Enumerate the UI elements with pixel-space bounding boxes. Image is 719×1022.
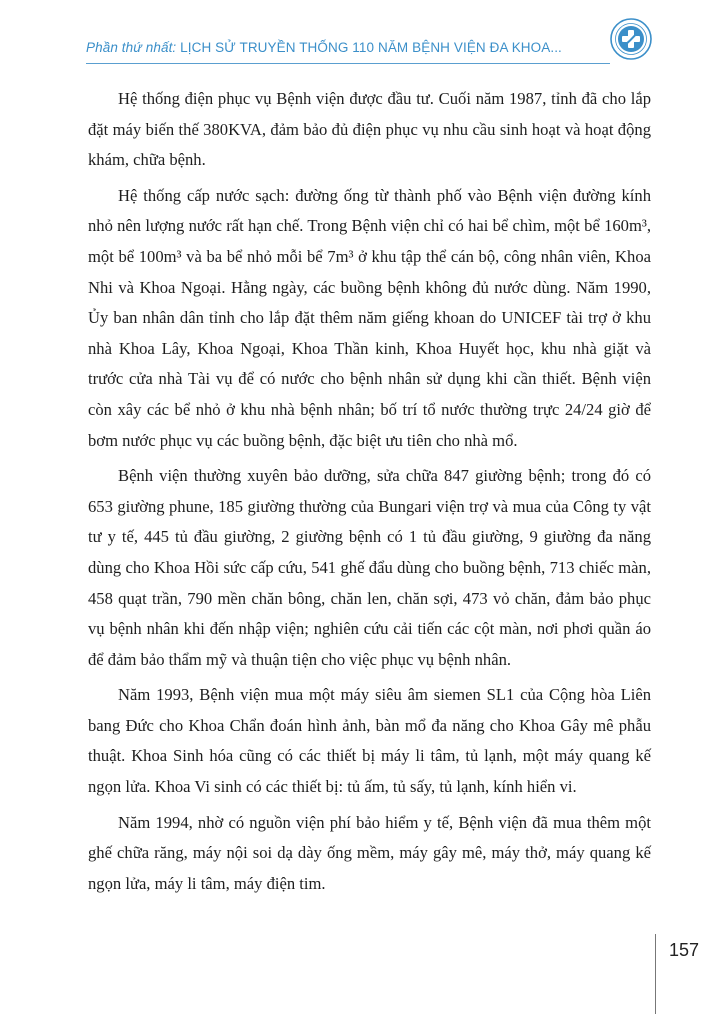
running-header (0, 0, 719, 72)
paragraph: Năm 1993, Bệnh viện mua một máy siêu âm siemen SL1 của Cộng hòa Liên bang Đức cho Khoa Chẩn đoán hình ảnh, bàn mổ đa năng cho Khoa Gây mê phẫu thuật. Khoa Sinh hóa cũng có các thiết bị máy li tâm, tủ lạnh, một máy quang kế ngọn lửa. Khoa Vi sinh có các thiết bị: tủ ấm, tủ sấy, tủ lạnh, kính hiển vi. (88, 685, 651, 797)
header-divider (86, 63, 610, 64)
page-number-divider (655, 934, 656, 1014)
page-number: 157 (669, 940, 700, 960)
paragraph: Bệnh viện thường xuyên bảo dưỡng, sửa chữa 847 giường bệnh; trong đó có 653 giường phune, 185 giường thường của Bungari viện trợ và mua của Công ty vật tư y tế, 445 tủ đầu giường, 2 giường bệnh có 1 tủ đầu giường, 9 giường đa năng dùng cho Khoa Hồi sức cấp cứu, 541 ghế đẩu dùng cho buồng bệnh, 713 chiếc màn, 458 quạt trần, 790 mền chăn bông, chăn len, chăn sợi, 473 vỏ chăn, đảm bảo phục vụ bệnh nhân khi đến nhập viện; nghiên cứu cải tiến các cột màn, nơi phơi quần áo để đảm bảo thẩm mỹ và thuận tiện cho việc phục vụ bệnh nhân. (88, 466, 651, 669)
hospital-emblem-icon (610, 18, 652, 60)
paragraph: Hệ thống điện phục vụ Bệnh viện được đầu tư. Cuối năm 1987, tỉnh đã cho lắp đặt máy biến thế 380KVA, đảm bảo đủ điện phục vụ nhu cầu sinh hoạt và hoạt động khám, chữa bệnh. (88, 89, 651, 170)
paragraph: Hệ thống cấp nước sạch: đường ống từ thành phố vào Bệnh viện đường kính nhỏ nên lượng nước rất hạn chế. Trong Bệnh viện chỉ có hai bể chìm, một bể 160m³, một bể 100m³ và ba bể nhỏ mỗi bể 7m³ ở khu tập thể cán bộ, công nhân viên, Khoa Nhi và Khoa Ngoại. Hằng ngày, các buồng bệnh không đủ nước dùng. Năm 1990, Ủy ban nhân dân tỉnh cho lắp đặt thêm năm giếng khoan do UNICEF tài trợ ở khu nhà Khoa Lây, Khoa Ngoại, Khoa Thần kinh, Khoa Huyết học, khu nhà giặt và trước cửa nhà Tài vụ để có nước cho bệnh nhân sử dụng khi cần thiết. Bệnh viện còn xây các bể nhỏ ở khu nhà bệnh nhân; bố trí tổ nước thường trực 24/24 giờ để bơm nước phục vụ các buồng bệnh, đặc biệt ưu tiên cho nhà mổ. (88, 185, 651, 450)
header-title (86, 40, 562, 55)
body-text (88, 84, 651, 904)
header-chapter-title: LỊCH SỬ TRUYỀN THỐNG 110 NĂM BỆNH VIỆN ĐA KHOA... (180, 40, 562, 55)
header-part-label: Phần thứ nhất: (86, 40, 177, 55)
paragraph: Năm 1994, nhờ có nguồn viện phí bảo hiểm y tế, Bệnh viện đã mua thêm một ghế chữa răng, máy nội soi dạ dày ống mềm, máy gây mê, máy thở, máy quang kế ngọn lửa, máy li tâm, máy điện tim. (88, 812, 651, 893)
